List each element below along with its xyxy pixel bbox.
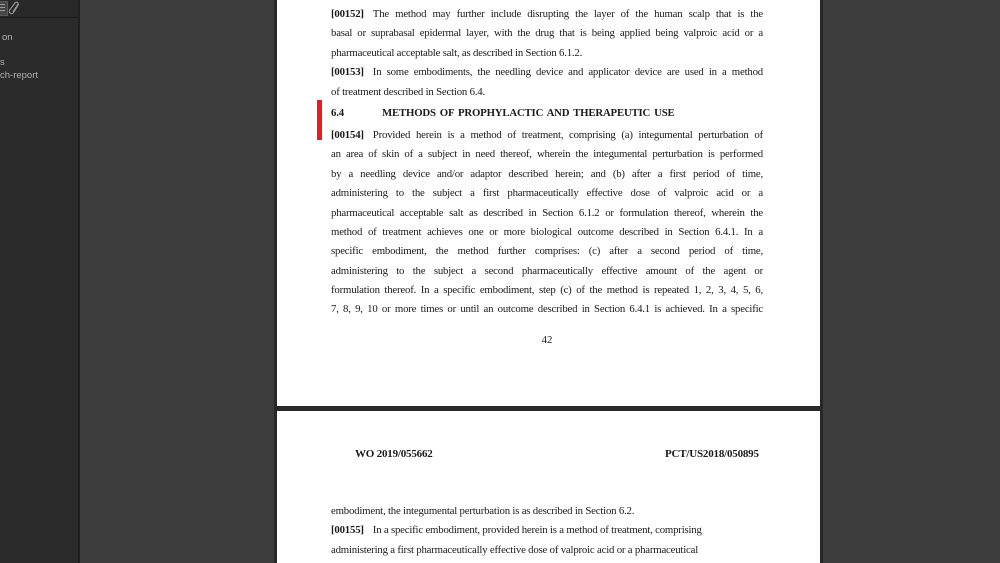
paragraph-text: embodiment, the integumental perturbation is as described in Section 6.2. xyxy=(331,505,635,517)
paragraph-line xyxy=(331,44,763,63)
paragraph-line xyxy=(331,541,763,560)
attachments-paperclip-icon[interactable] xyxy=(8,1,24,16)
thumbnails-icon-glyph xyxy=(0,4,5,13)
paragraph-text: basal or suprabasal epidermal layer, with the drug that is being applied being valproic acid or a xyxy=(331,27,763,40)
paragraph-line xyxy=(331,223,763,242)
paragraph-line xyxy=(331,145,763,164)
page-header xyxy=(277,448,820,462)
paragraph-number: [00152] xyxy=(331,8,364,20)
paragraph-line xyxy=(331,262,763,281)
paragraph-line xyxy=(331,165,763,184)
paragraph-text: pharmaceutical acceptable salt, as described in Section 6.1.2. xyxy=(331,46,583,59)
paragraph-text: an area of skin of a subject in need thereof, wherein the integumental perturbation is performed xyxy=(331,148,763,161)
sidebar xyxy=(0,0,80,563)
paragraph-line xyxy=(331,83,763,102)
application-number: PCT/US2018/050895 xyxy=(665,448,759,460)
paragraph-line xyxy=(331,204,763,223)
paragraph-text: In some embodiments, the needling device and applicator device are used in a method xyxy=(372,66,763,79)
paragraph-number: [00155] xyxy=(331,524,364,537)
annotation-red-bar xyxy=(317,100,322,140)
paragraph-number: [00153] xyxy=(331,66,364,79)
paragraph-line xyxy=(331,242,763,261)
attachment-item[interactable]: ch-report xyxy=(0,70,39,81)
paragraph-text: administering to the subject a second pharmaceutically effective amount of the agent or xyxy=(331,264,763,277)
paragraph-text: The method may further include disrupting the layer of the human scalp that is the xyxy=(372,8,763,20)
thumbnails-icon[interactable] xyxy=(0,1,8,16)
paragraph-text: 7, 8, 9, 10 or more times or until an outcome described in Section 6.4.1 is achieved. In a specific xyxy=(331,303,763,316)
paragraph-text: by a needling device and/or adaptor described herein; and (b) after a first period of time, xyxy=(331,167,763,180)
page1-text xyxy=(331,5,763,346)
paragraph-text: of treatment described in Section 6.4. xyxy=(331,85,486,98)
document-page-42 xyxy=(274,0,823,411)
paragraph-text: pharmaceutical acceptable salt as described in Section 6.1.2 or formulation thereof, wherein the xyxy=(331,206,763,219)
sidebar-tab-bar xyxy=(0,0,78,18)
paragraph-line xyxy=(331,521,763,540)
attachment-item[interactable]: on xyxy=(2,32,13,43)
section-number: 6.4 xyxy=(331,106,344,119)
paragraph-line xyxy=(331,502,763,521)
paragraph-text: formulation thereof. In a specific embodiment, step (c) of the method is repeated 1, 2, 3, 4, 5, 6, xyxy=(331,284,763,297)
attachment-list xyxy=(0,18,78,563)
paragraph-text: Provided herein is a method of treatment, comprising (a) integumental perturbation of xyxy=(372,128,763,141)
publication-number: WO 2019/055662 xyxy=(355,448,433,460)
paragraph-line xyxy=(331,126,763,145)
paragraph-number: [00154] xyxy=(331,128,364,141)
paragraph-text: method of treatment achieves one or more biological outcome described in Section 6.4.1. In a xyxy=(331,225,763,238)
paragraph-line xyxy=(331,5,763,24)
paragraph-line xyxy=(331,24,763,43)
paragraph-text: administering to the subject a first pharmaceutically effective dose of valproic acid or a xyxy=(331,187,763,200)
paragraph-text: In a specific embodiment, provided herein is a method of treatment, comprising xyxy=(372,524,702,537)
section-heading xyxy=(331,102,763,126)
attachment-item[interactable]: s xyxy=(0,57,5,68)
document-page-43 xyxy=(274,411,823,563)
paragraph-line xyxy=(331,300,763,319)
section-title: METHODS OF PROPHYLACTIC AND THERAPEUTIC USE xyxy=(382,106,675,119)
paragraph-text: specific embodiment, the method further comprises: (c) after a second period of time, xyxy=(331,245,763,258)
page-number: 42 xyxy=(541,333,553,346)
paragraph-line xyxy=(331,184,763,203)
paragraph-line xyxy=(331,281,763,300)
paragraph-text: administering a first pharmaceutically effective dose of valproic acid or a pharmaceutical xyxy=(331,543,699,556)
paragraph-line xyxy=(331,63,763,82)
page2-text xyxy=(331,502,763,560)
